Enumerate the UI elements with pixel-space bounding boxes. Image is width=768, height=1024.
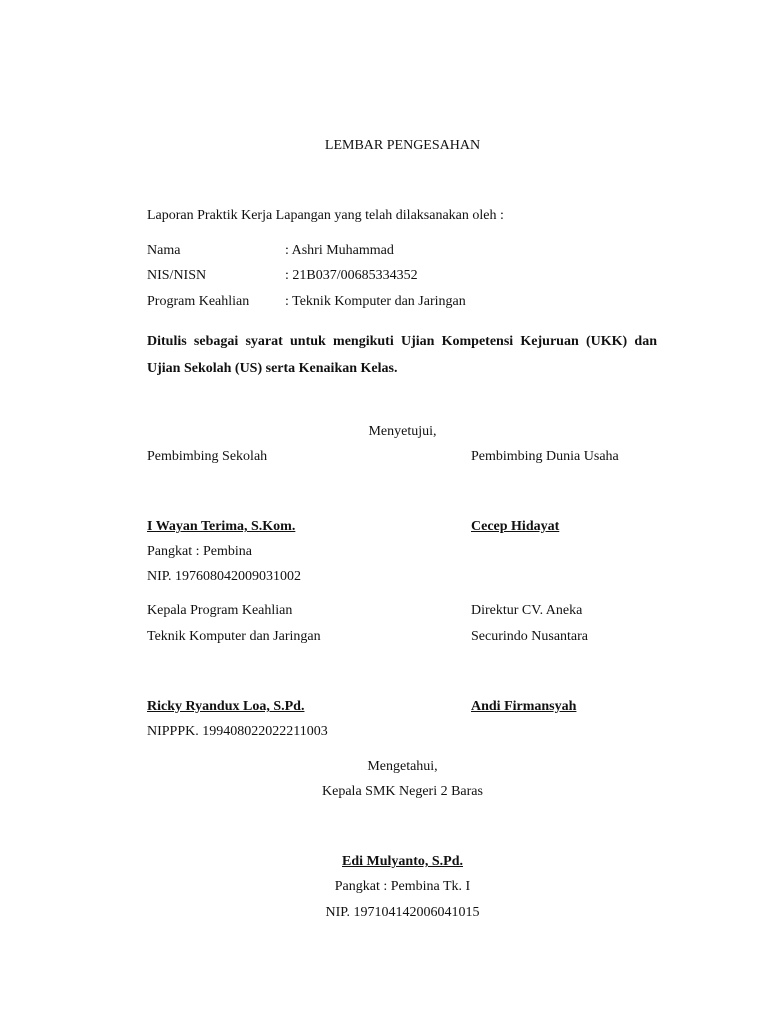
program-head-role-line2: Teknik Komputer dan Jaringan — [147, 629, 321, 644]
principal-rank: Pangkat : Pembina Tk. I — [334, 879, 471, 894]
school-supervisor-rank: Pangkat : Pembina — [147, 544, 252, 559]
field-value-program: : Teknik Komputer dan Jaringan — [285, 294, 466, 309]
field-label-nis: NIS/NISN — [147, 268, 207, 283]
acknowledge-heading: Mengetahui, — [367, 759, 438, 774]
principal-role: Kepala SMK Negeri 2 Baras — [322, 784, 483, 799]
field-label-program: Program Keahlian — [147, 294, 250, 309]
industry-supervisor-name: Cecep Hidayat — [471, 519, 560, 534]
director-role-line2: Securindo Nusantara — [471, 629, 589, 644]
approval-heading: Menyetujui, — [368, 424, 437, 439]
statement-text: Ditulis sebagai syarat untuk mengikuti Ujian Kompetensi Kejuruan (UKK) dan Ujian Sekolah (US) serta Kenaikan Kelas. — [147, 334, 657, 376]
school-supervisor-role: Pembimbing Sekolah — [147, 449, 268, 464]
intro-text: Laporan Praktik Kerja Lapangan yang telah dilaksanakan oleh : — [147, 208, 504, 223]
school-supervisor-nip: NIP. 197608042009031002 — [147, 569, 302, 584]
director-name: Andi Firmansyah — [471, 699, 577, 714]
program-head-nipppk: NIPPPK. 199408022022211003 — [147, 724, 328, 739]
program-head-name: Ricky Ryandux Loa, S.Pd. — [147, 699, 305, 714]
field-label-name: Nama — [147, 243, 181, 258]
industry-supervisor-role: Pembimbing Dunia Usaha — [471, 449, 619, 464]
school-supervisor-name: I Wayan Terima, S.Kom. — [147, 519, 296, 534]
principal-name: Edi Mulyanto, S.Pd. — [342, 854, 463, 869]
field-value-name: : Ashri Muhammad — [285, 243, 394, 258]
program-head-role-line1: Kepala Program Keahlian — [147, 603, 293, 618]
document-title: LEMBAR PENGESAHAN — [324, 138, 481, 153]
field-value-nis: : 21B037/00685334352 — [285, 268, 418, 283]
principal-name-wrap — [0, 855, 768, 869]
principal-nip: NIP. 197104142006041015 — [325, 905, 480, 920]
director-role-line1: Direktur CV. Aneka — [471, 603, 583, 618]
